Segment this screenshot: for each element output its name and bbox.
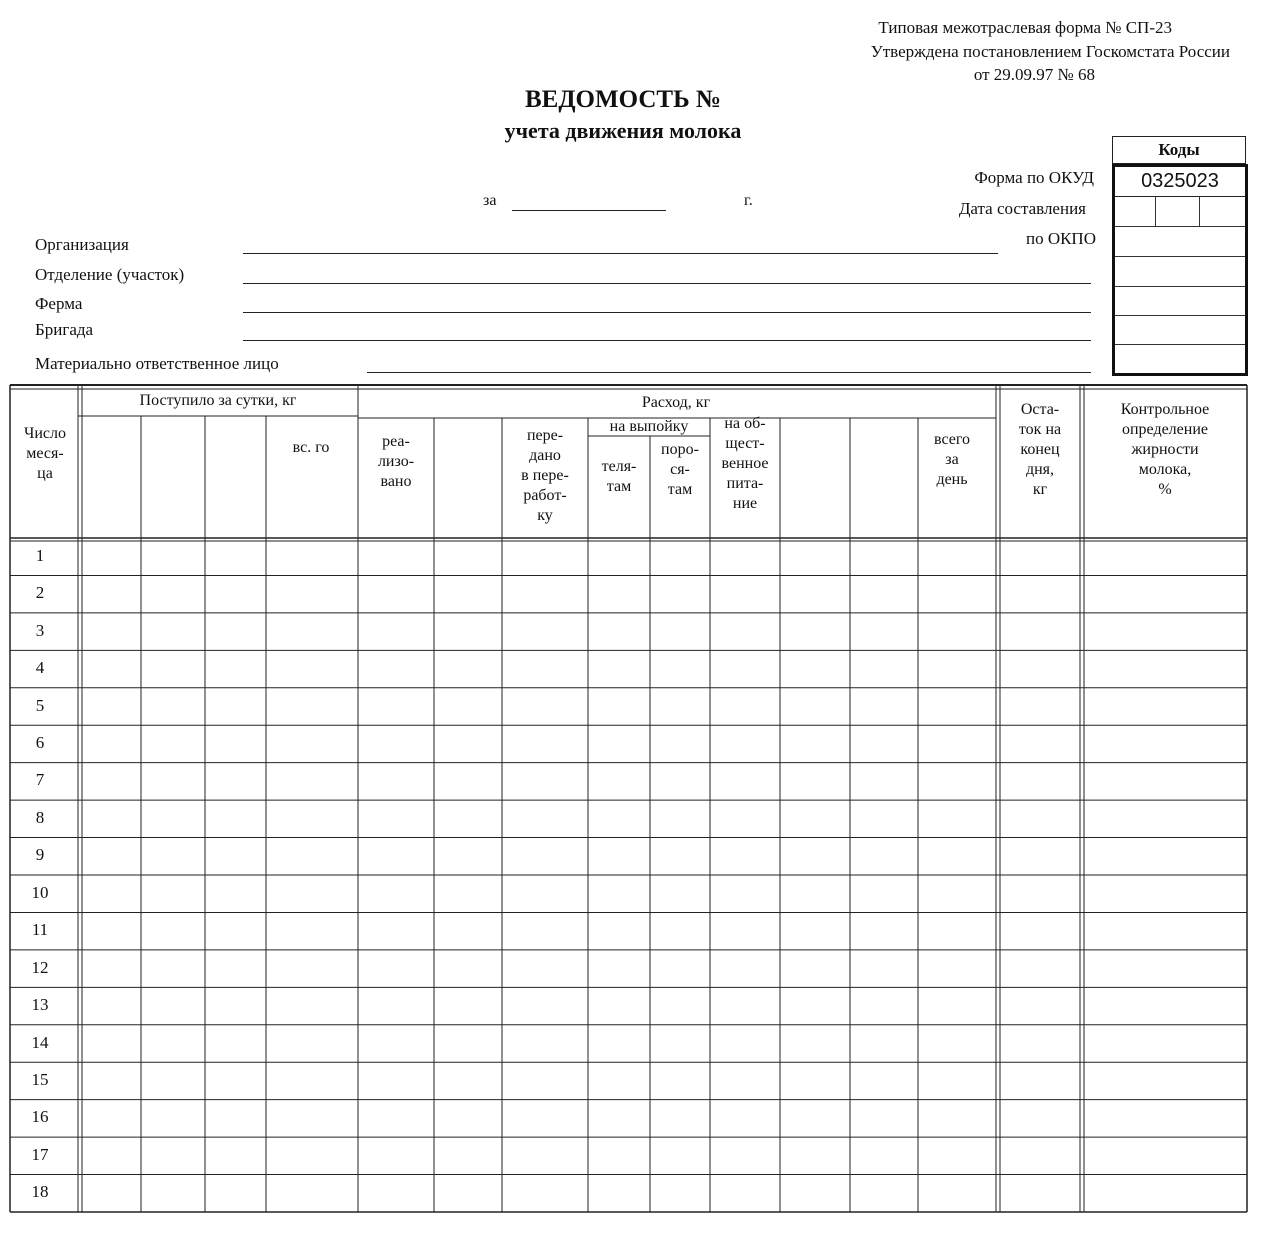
processed-header: пере- дано в пере- работ- ку (521, 427, 569, 524)
fat-control-header: Контрольное определение жирности молока, % (1120, 401, 1210, 498)
row-day-number: 14 (31, 1032, 49, 1052)
row-day-number: 17 (31, 1144, 49, 1164)
form-type-line: Типовая межотраслевая форма № СП-23 (878, 18, 1172, 37)
organization-label: Организация (35, 235, 129, 254)
department-label: Отделение (участок) (35, 265, 185, 284)
row-day-number: 15 (31, 1069, 49, 1089)
col-day-header: Число меся- ца (23, 425, 67, 482)
okud-label: Форма по ОКУД (974, 168, 1094, 187)
period-suffix: г. (744, 192, 753, 209)
approval-line: Утверждена постановлением Госкомстата России (870, 42, 1230, 61)
row-day-number: 1 (35, 545, 45, 565)
public-catering-header: на об- щест- венное пита- ние (721, 415, 769, 512)
codes-head: Коды (1112, 136, 1246, 164)
income-group-header: Поступило за сутки, кг (139, 392, 297, 409)
total-day-header: всего за день (933, 431, 971, 488)
document-title: ВЕДОМОСТЬ № (525, 86, 721, 113)
expense-group-header: Расход, кг (641, 394, 711, 411)
row-day-number: 2 (35, 583, 45, 603)
row-day-number: 8 (35, 807, 45, 827)
farm-label: Ферма (35, 294, 83, 313)
row-day-number: 4 (35, 658, 45, 678)
row-day-number: 16 (31, 1107, 49, 1127)
balance-header: Оста- ток на конец дня, кг (1018, 401, 1062, 498)
okpo-label: по ОКПО (1025, 229, 1096, 248)
okud-value: 0325023 (1115, 167, 1245, 197)
brigade-label: Бригада (35, 320, 94, 339)
row-day-number: 9 (35, 845, 45, 865)
row-day-number: 5 (35, 695, 45, 715)
piglets-header: поро- ся- там (661, 441, 699, 498)
row-day-number: 13 (31, 995, 49, 1015)
row-day-number: 10 (31, 882, 49, 902)
responsible-label: Материально ответственное лицо (35, 354, 279, 373)
sold-header: реа- лизо- вано (377, 433, 415, 490)
row-day-number: 11 (31, 920, 49, 940)
row-day-number: 12 (31, 957, 49, 977)
row-day-number: 18 (31, 1182, 49, 1202)
income-total-header: вс. го (292, 439, 330, 456)
row-day-number: 6 (35, 732, 45, 752)
approval-date-line: от 29.09.97 № 68 (973, 65, 1095, 84)
row-day-number: 7 (35, 770, 45, 790)
date-label: Дата составления (958, 199, 1086, 218)
period-prefix: за (483, 192, 497, 209)
calves-header: теля- там (601, 458, 637, 495)
row-day-number: 3 (35, 620, 45, 640)
document-subtitle: учета движения молока (504, 118, 742, 143)
feeding-group-header: на выпойку (609, 418, 689, 435)
